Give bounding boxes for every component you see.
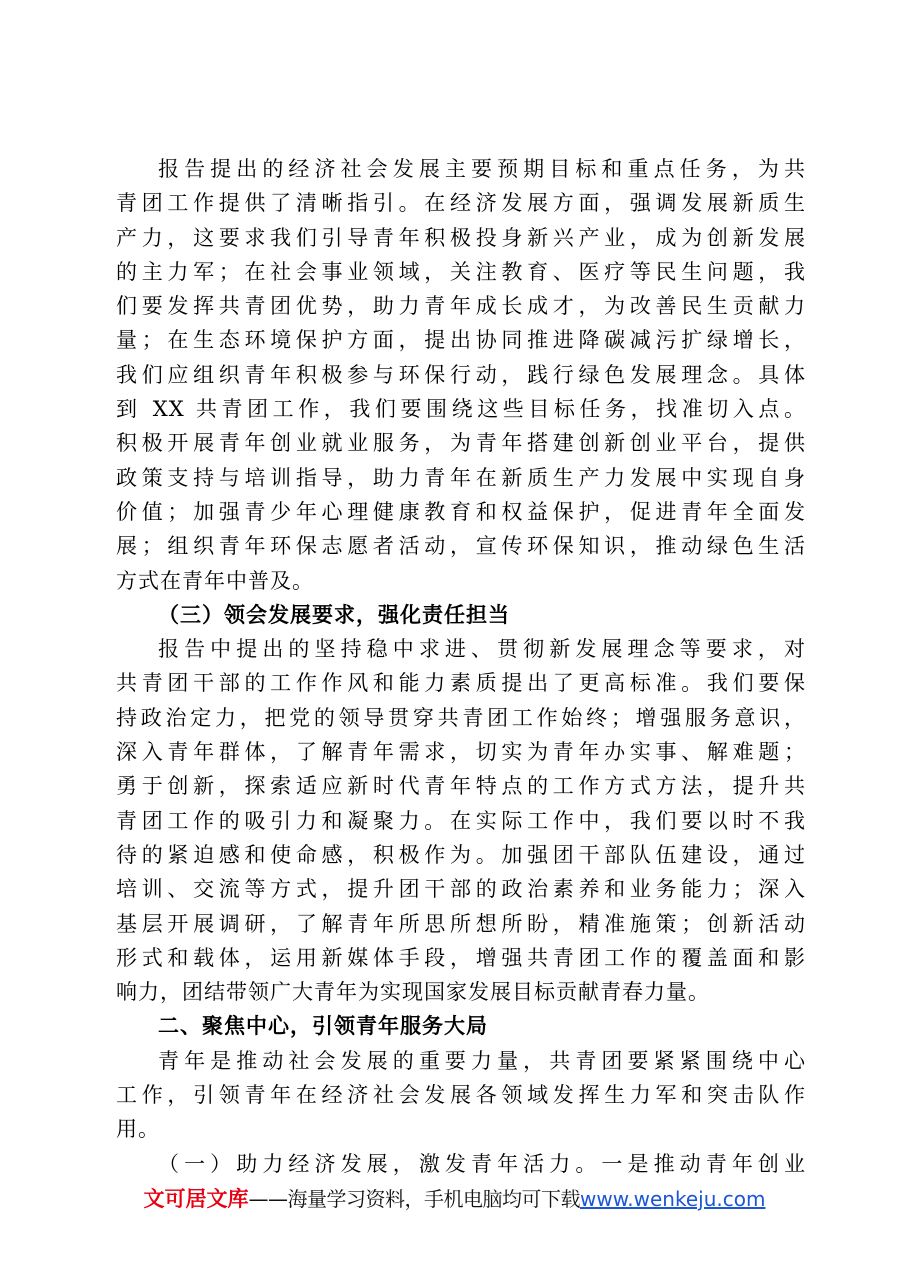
paragraph-line: （一）助力经济发展，激发青年活力。一是推动青年创业: [158, 1151, 806, 1176]
paragraph-line: 的主力军；在社会事业领域，关注教育、医疗等民生问题，我: [116, 259, 806, 284]
paragraph-line: 用。: [116, 1117, 160, 1142]
footer-link[interactable]: www.wenkeju.com: [580, 1187, 766, 1211]
paragraph-line: 勇于创新，探索适应新时代青年特点的工作方式方法，提升共: [116, 774, 806, 799]
paragraph-line: 基层开展调研，了解青年所思所想所盼，精准施策；创新活动: [116, 911, 806, 936]
paragraph-line: 价值；加强青少年心理健康教育和权益保护，促进青年全面发: [116, 499, 806, 524]
paragraph-line: 形式和载体，运用新媒体手段，增强共青团工作的覆盖面和影: [116, 945, 806, 970]
paragraph-line: 到 XX 共青团工作，我们要围绕这些目标任务，找准切入点。: [116, 397, 806, 422]
paragraph-line: 共青团干部的工作作风和能力素质提出了更高标准。我们要保: [116, 671, 806, 696]
paragraph-line: 青团工作提供了清晰指引。在经济发展方面，强调发展新质生: [116, 191, 806, 216]
page-footer: [0, 1184, 909, 1214]
section-heading: （三）领会发展要求，强化责任担当: [158, 602, 510, 627]
paragraph-line: 们要发挥共青团优势，助力青年成长成才，为改善民生贡献力: [116, 294, 806, 319]
paragraph-line: 青团工作的吸引力和凝聚力。在实际工作中，我们要以时不我: [116, 808, 806, 833]
paragraph-line: 我们应组织青年积极参与环保行动，践行绿色发展理念。具体: [116, 362, 806, 387]
paragraph-line: 待的紧迫感和使命感，积极作为。加强团干部队伍建设，通过: [116, 842, 806, 867]
paragraph-line: 工作，引领青年在经济社会发展各领域发挥生力军和突击队作: [116, 1083, 806, 1108]
chapter-heading: 二、聚焦中心，引领青年服务大局: [158, 1014, 488, 1039]
paragraph-line: 青年是推动社会发展的重要力量，共青团要紧紧围绕中心: [158, 1048, 806, 1073]
paragraph-line: 报告提出的经济社会发展主要预期目标和重点任务，为共: [158, 157, 806, 181]
paragraph-line: 方式在青年中普及。: [116, 568, 314, 593]
paragraph-line: 展；组织青年环保志愿者活动，宣传环保知识，推动绿色生活: [116, 534, 806, 559]
paragraph-line: 报告中提出的坚持稳中求进、贯彻新发展理念等要求，对: [158, 637, 806, 662]
footer-slogan: ——海量学习资料，手机电脑均可下载: [248, 1187, 581, 1211]
footer-brand: 文可居文库: [143, 1187, 249, 1211]
document-body: [116, 152, 806, 1181]
paragraph-line: 量；在生态环境保护方面，提出协同推进降碳减污扩绿增长，: [116, 328, 806, 353]
paragraph-line: 积极开展青年创业就业服务，为青年搭建创新创业平台，提供: [116, 431, 806, 456]
paragraph-line: 培训、交流等方式，提升团干部的政治素养和业务能力；深入: [116, 877, 806, 902]
paragraph-line: 响力，团结带领广大青年为实现国家发展目标贡献青春力量。: [116, 980, 710, 1005]
paragraph-line: 持政治定力，把党的领导贯穿共青团工作始终；增强服务意识，: [116, 705, 806, 730]
paragraph-line: 政策支持与培训指导，助力青年在新质生产力发展中实现自身: [116, 465, 806, 490]
paragraph-line: 深入青年群体，了解青年需求，切实为青年办实事、解难题；: [116, 740, 806, 765]
paragraph-line: 产力，这要求我们引导青年积极投身新兴产业，成为创新发展: [116, 225, 806, 250]
